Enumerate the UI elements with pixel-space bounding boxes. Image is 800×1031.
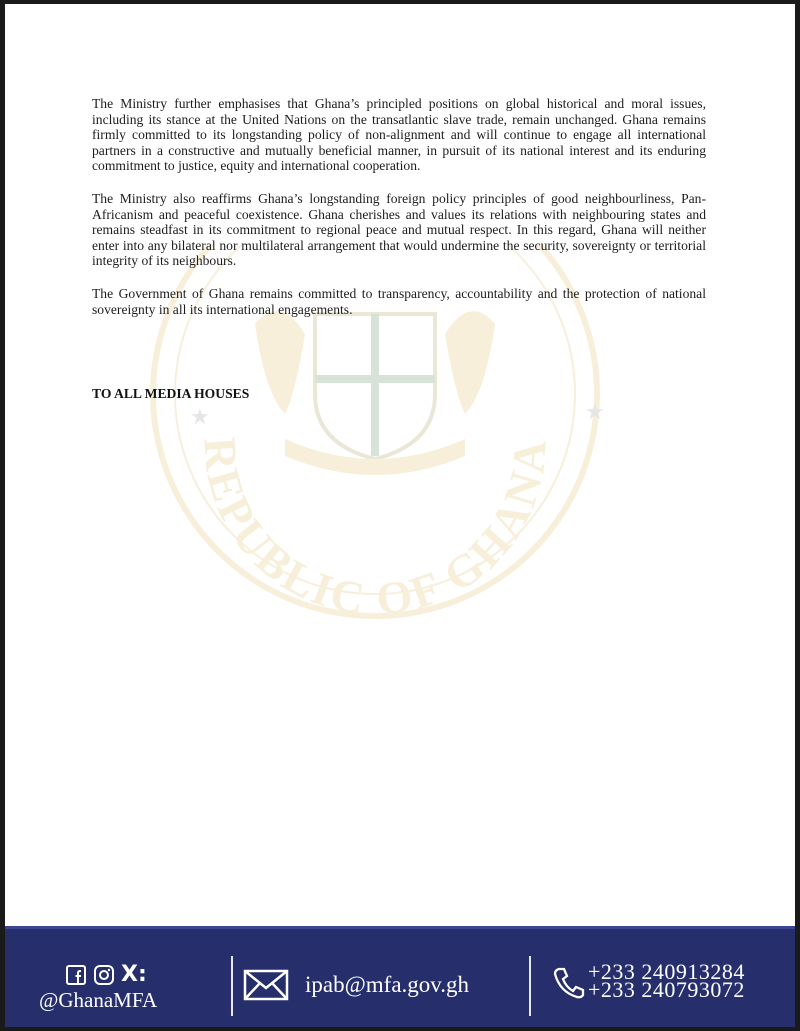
watermark-text: REPUBLIC OF GHANA [194, 435, 556, 624]
social-icons [66, 962, 147, 986]
svg-text:★: ★ [585, 400, 605, 425]
mail-icon [243, 969, 289, 1001]
phone-icon [553, 966, 585, 1000]
social-handle[interactable]: @GhanaMFA [39, 988, 158, 1012]
phone-numbers [588, 959, 745, 1002]
instagram-icon[interactable] [94, 965, 114, 985]
footer-divider [529, 956, 531, 1016]
phone-number[interactable]: +233 240913284 [588, 959, 745, 984]
document-page [5, 4, 795, 1027]
svg-text:★: ★ [190, 405, 210, 430]
distribution-line: TO ALL MEDIA HOUSES [92, 386, 250, 401]
email-link[interactable]: ipab@mfa.gov.gh [305, 972, 470, 997]
paragraph: The Ministry also reaffirms Ghana’s longstanding foreign policy principles of good neighbourliness, Pan-Africanism and peaceful coexistence. Ghana cherishes and values its relations with neighbouring states and remains steadfast in its commitment to regional peace and mutual respect. In this regard, Ghana will neither enter into any bilateral nor multilateral arrangement that would undermine the security, sovereignty or territorial integrity of its neighbours. [92, 190, 706, 269]
paragraph: The Government of Ghana remains committed to transparency, accountability and the protection of national sovereignty in all its international engagements. [92, 285, 706, 317]
contact-footer [5, 926, 795, 1027]
footer-top-rule [5, 926, 795, 929]
phone-number[interactable]: +233 240793072 [588, 977, 745, 1002]
footer-divider [231, 956, 233, 1016]
paragraph: The Ministry further emphasises that Ghana’s principled positions on global historical and moral issues, including its stance at the United Nations on the transatlantic slave trade, remain unchanged. Ghana remains firmly committed to its longstanding policy of non-alignment and will continue to engage all international partners in a constructive and mutually beneficial manner, in pursuit of its national interest and its enduring commitment to justice, equity and international cooperation. [92, 96, 706, 174]
facebook-icon[interactable] [66, 965, 86, 985]
letter-body [92, 96, 706, 334]
x-label: X: [121, 962, 147, 987]
